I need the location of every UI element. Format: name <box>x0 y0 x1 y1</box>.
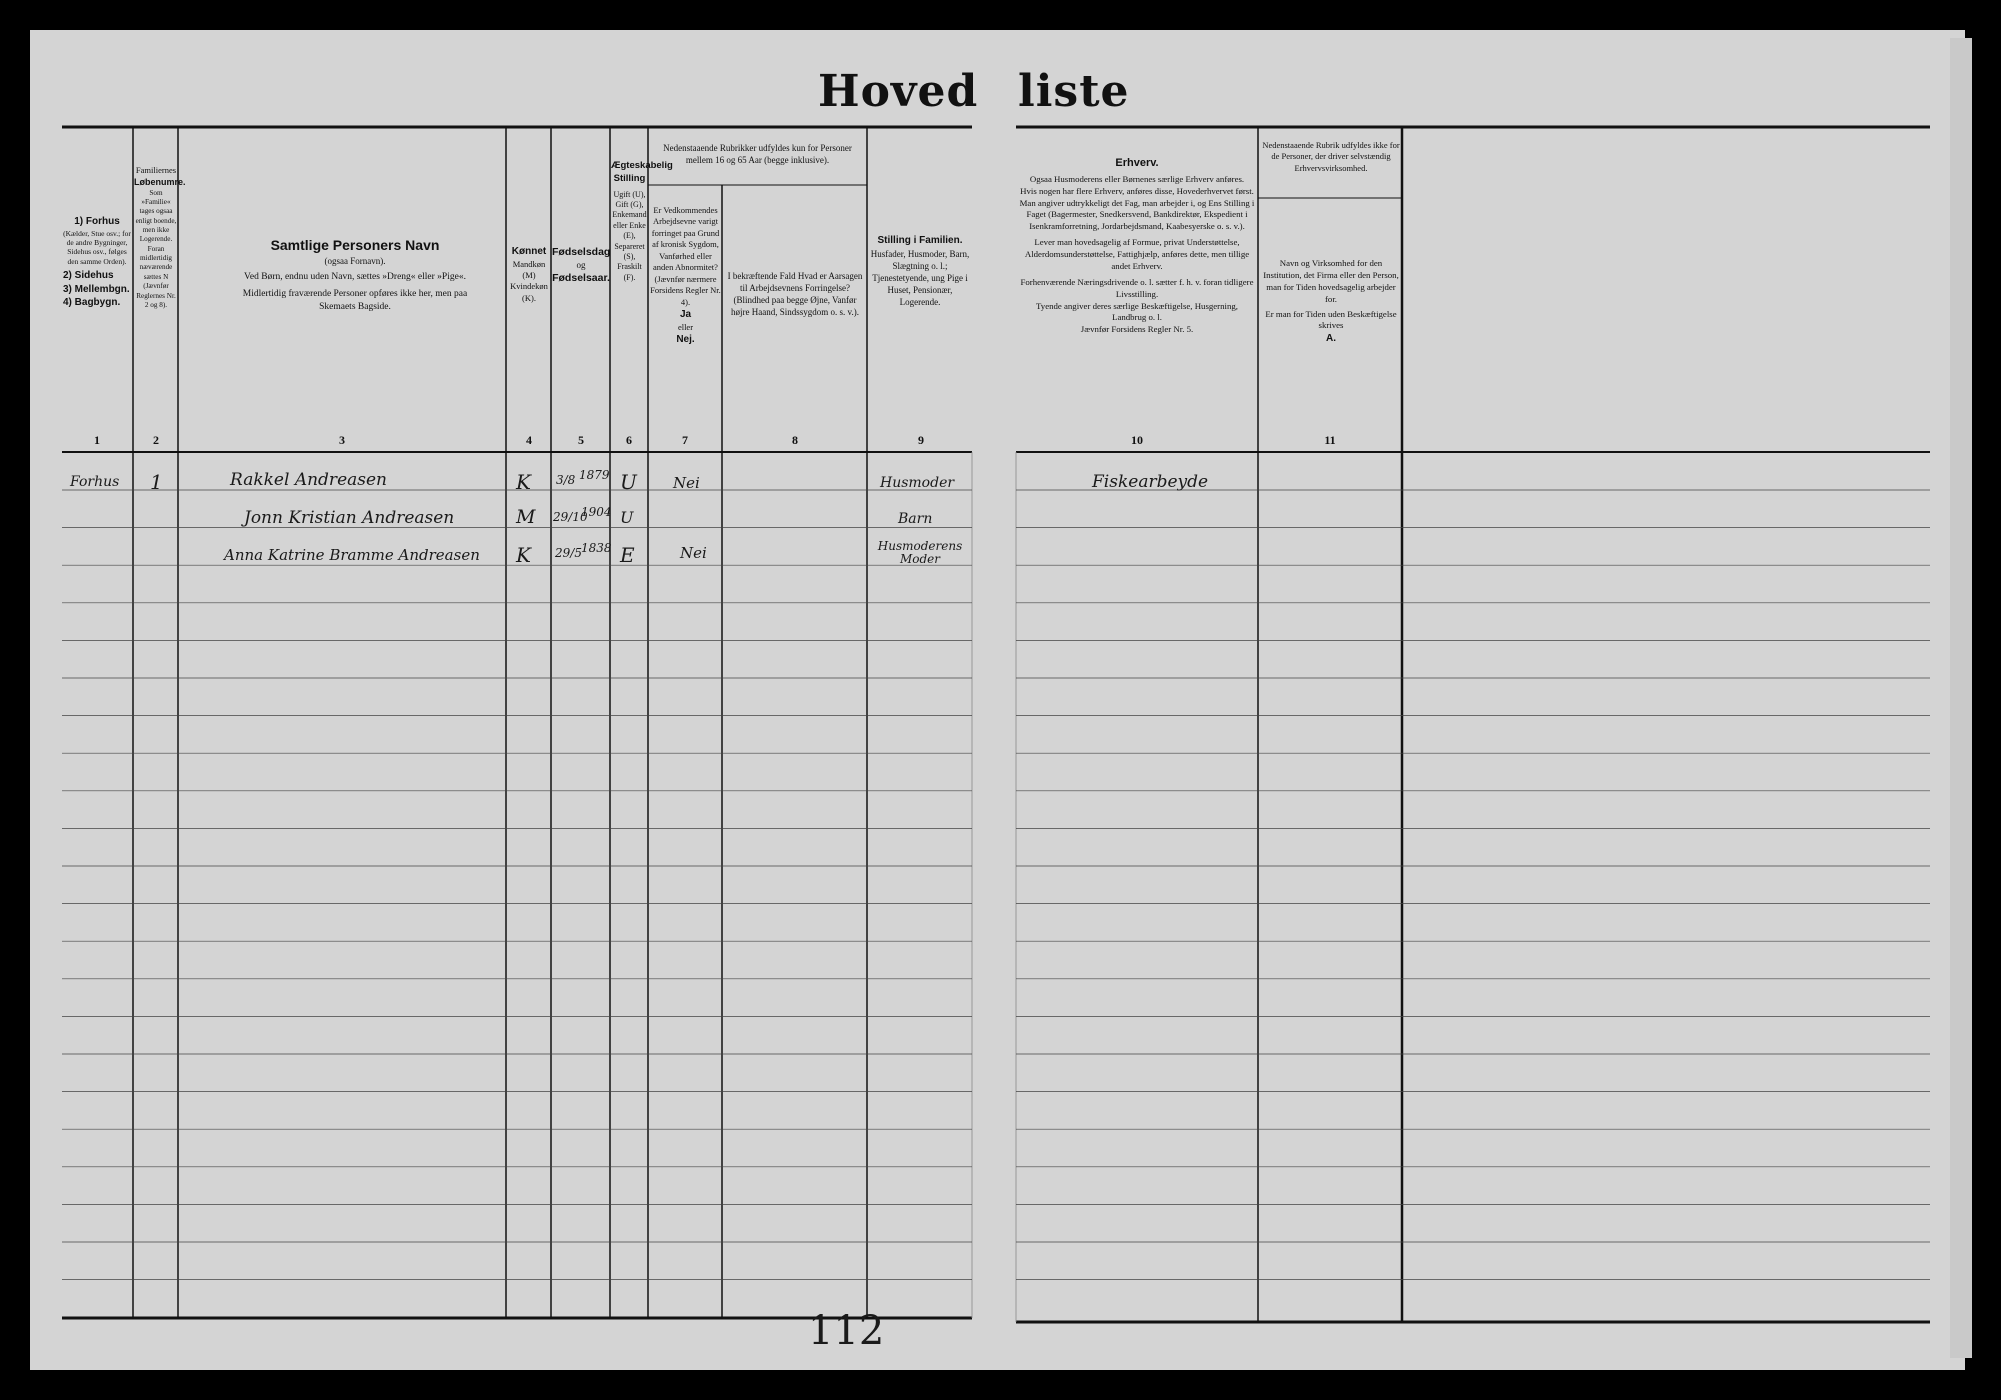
header-col9: Stilling i Familien. Husfader, Husmoder, Barn, Slægtning o. l.; Tjenestetyende, ung Pige i Huset, Pensionær, Logerende. <box>870 235 970 308</box>
entry-3-name: Anna Katrine Bramme Andreasen <box>224 546 480 564</box>
entry-1-family-no: 1 <box>150 470 163 494</box>
entry-3-sex: K <box>516 543 531 567</box>
col-number-1: 1 <box>94 433 100 447</box>
header-col6: Ægteskabelig Stilling Ugift (U), Gift (G), Enkemand eller Enke (E), Separeret (S), Fraskilt (F). <box>611 160 673 282</box>
entry-1-sex: K <box>516 470 531 494</box>
entry-1-birth-date: 3/8 <box>556 473 576 487</box>
entry-3-family-position: Husmoderens Moder <box>877 539 963 567</box>
entry-1-birth-year: 1879 <box>579 468 610 482</box>
entry-1-name: Rakkel Andreasen <box>230 470 387 490</box>
col-number-6: 6 <box>626 433 632 447</box>
col-number-5: 5 <box>578 433 584 447</box>
entry-2-birth-date: 29/10 <box>553 510 588 524</box>
col-number-7: 7 <box>682 433 688 447</box>
header-col4: Kønnet Mandkøn (M) Kvindekøn (K). <box>510 246 548 303</box>
col-number-8: 8 <box>792 433 798 447</box>
header-col7-8-top: Nedenstaaende Rubrikker udfyldes kun for Personer mellem 16 og 65 Aar (begge inklusive). <box>663 143 852 166</box>
header-col5: Fødselsdag og Fødselsaar. <box>552 246 611 285</box>
col-number-2: 2 <box>153 433 159 447</box>
col-number-10: 10 <box>1131 433 1143 447</box>
entry-3-birth-date: 29/5 <box>555 546 582 560</box>
entry-3-disability: Nei <box>680 544 707 562</box>
header-col7: Er Vedkommendes Arbejdsevne varigt forringet paa Grund af kronisk Sygdom, Vanførhed eller anden Abnormitet? (Jævnfør nærmere Forsidens Regler Nr. 4). Ja eller Nej. <box>650 205 721 346</box>
entry-3-marital: E <box>620 543 635 567</box>
header-col8: I bekræftende Fald Hvad er Aarsagen til Arbejdsevnens Forringelse? (Blindhed paa begge Øjne, Vanfør højre Haand, Sindssygdom o. s. v.). <box>727 271 863 318</box>
col-number-11: 11 <box>1324 433 1336 447</box>
entry-1-occupation: Fiskearbeyde <box>1092 472 1209 492</box>
entry-2-family-position: Barn <box>898 511 933 527</box>
header-col11-top: Nedenstaaende Rubrik udfyldes ikke for de Personer, der driver selvstændig Erhvervsvirksomhed. <box>1262 140 1400 173</box>
entry-1-family-position: Husmoder <box>880 475 955 491</box>
entry-1-building: Forhus <box>70 474 120 490</box>
entry-2-sex: M <box>516 506 536 528</box>
col-number-9: 9 <box>918 433 924 447</box>
header-col2: Familiernes Løbenumre. Som »Familie« tages ogsaa enligt boende, men ikke Logerende. Foran midlertidig næværende sættes N (Jævnfør Reglernes Nr. 2 og 8). <box>134 165 186 309</box>
entry-2-birth-year: 1904 <box>581 505 612 519</box>
header-col11: Navn og Virksomhed for den Institution, det Firma eller den Person, man for Tiden hovedsagelig arbejder for. Er man for Tiden uden Beskæftigelse skrives A. <box>1263 258 1399 345</box>
header-col3: Samtlige Personers Navn (ogsaa Fornavn). Ved Børn, endnu uden Navn, sættes »Dreng« eller »Pige«. Midlertidig fraværende Personer opføres ikke her, men paa Skemaets Bagside. <box>242 237 468 312</box>
entry-1-disability: Nei <box>673 474 700 492</box>
header-col1: 1) Forhus (Kælder, Stue osv.; for de andre Bygninger, Sidehus osv., følges den samme Orden). 2) Sidehus 3) Mellembgn. 4) Bagbygn. <box>63 216 131 308</box>
col-number-4: 4 <box>526 433 532 447</box>
col-number-3: 3 <box>339 433 345 447</box>
title-hoved: Hoved <box>818 66 979 117</box>
header-col10: Erhverv. Ogsaa Husmoderens eller Børnenes særlige Erhverv anføres. Hvis nogen har flere Erhverv, anføres disse, Hovederhvervet først. Man angiver udtrykkeligt det Fag, man arbejder i, og Ens Stilling i Faget (Bagermester, Snedkersvend, Bankdirektør, Ekspedient i Isenkramforretning, Jordarbejdsmand, Kaabesyerske o. s. v.). Lever man hovedsagelig af Formue, privat Understøttelse, Alderdomsunderstøttelse, Fattighjælp, anføres dette, men tillige andet Erhverv. Forhenværende Næringsdrivende o. l. sætter f. h. v. foran tidligere Livsstilling. Tyende angiver deres særlige Beskæftigelse, Husgerning, Landbrug o. l. Jævnfør Forsidens Regler Nr. 5. <box>1019 157 1255 335</box>
entry-3-birth-year: 1838 <box>581 541 612 555</box>
entry-1-marital: U <box>620 470 637 494</box>
page-number: 112 <box>808 1308 885 1354</box>
entry-2-marital: U <box>620 508 634 527</box>
entry-2-name: Jonn Kristian Andreasen <box>244 508 455 528</box>
title-liste: liste <box>1018 66 1130 117</box>
